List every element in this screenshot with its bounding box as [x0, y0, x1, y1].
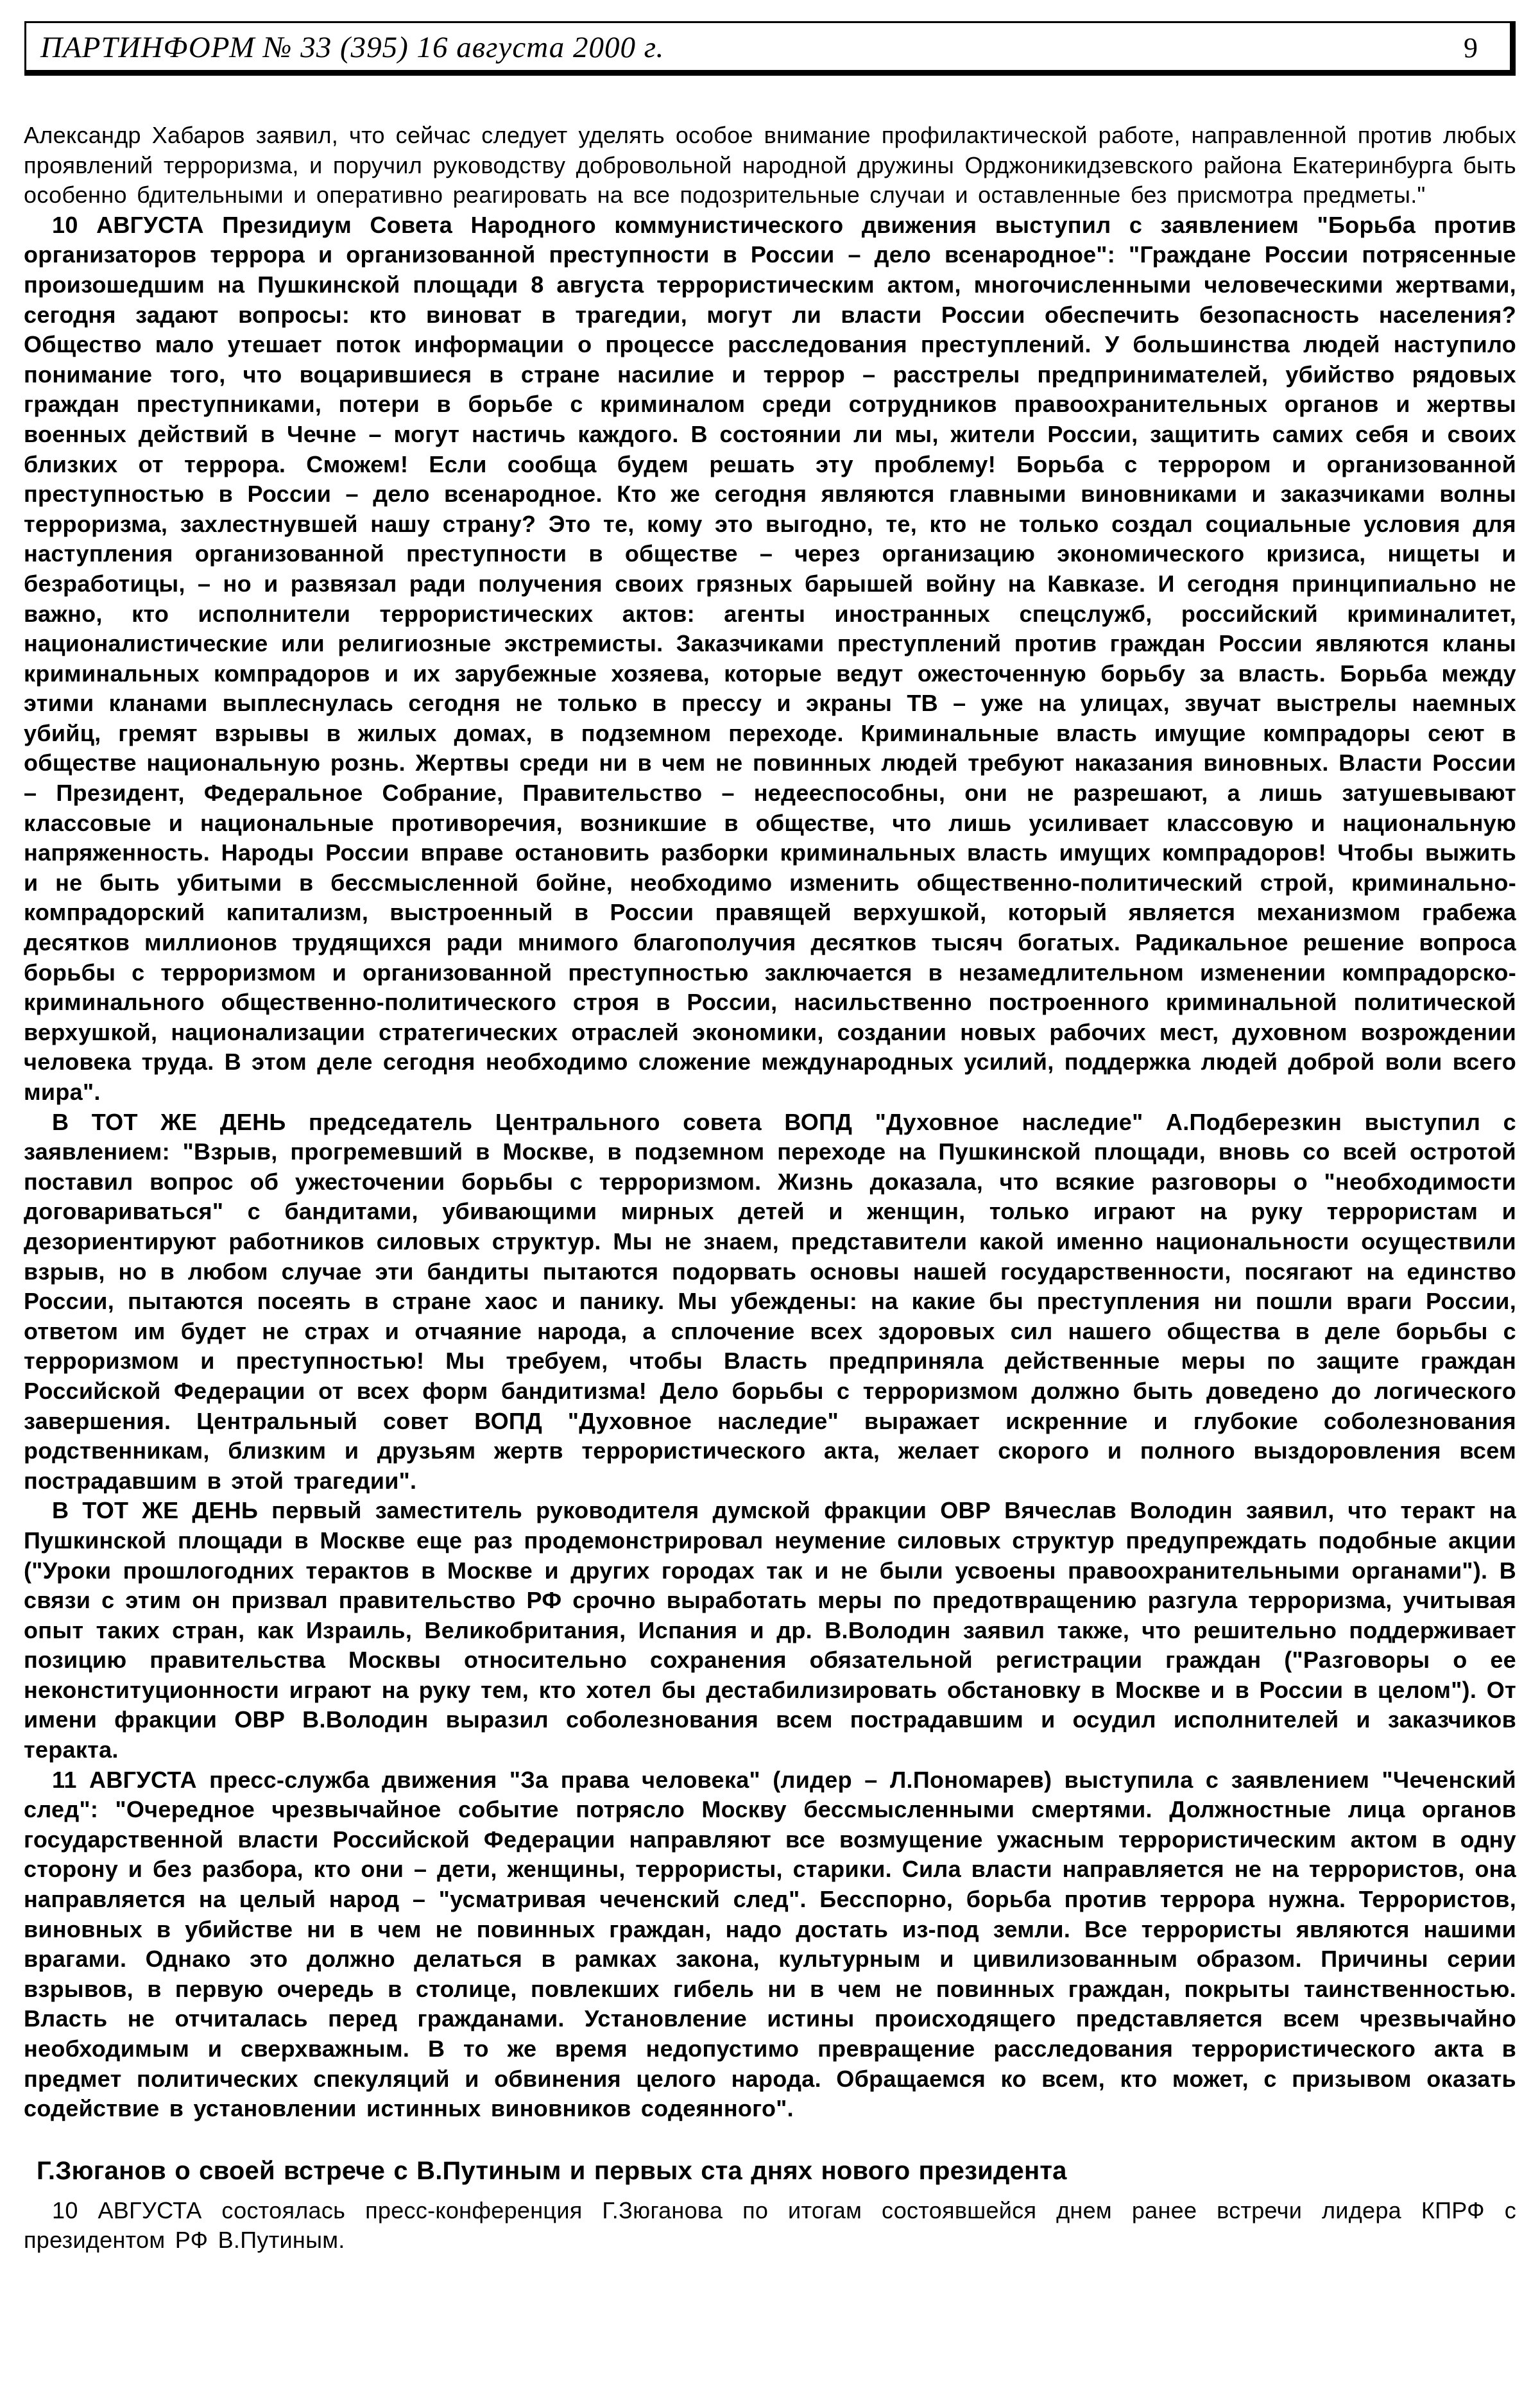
- section-heading: Г.Зюганов о своей встрече с В.Путиным и первых ста днях нового президента: [37, 2156, 1067, 2185]
- page-number: 9: [1464, 32, 1478, 64]
- paragraph: В ТОТ ЖЕ ДЕНЬ первый заместитель руководителя думской фракции ОВР Вячеслав Володин заявил, что теракт на Пушкинской площади в Москве еще раз продемонстрировал неумение силовых структур предупреждать подобные акции ("Уроки прошлогодних терактов в Москве и других городах так и не были усвоены правоохранительными органами"). В связи с этим он призвал правительство РФ срочно выработать меры по предотвращению разгула терроризма, учитывая опыт таких стран, как Израиль, Великобритания, Испания и др. В.Володин заявил также, что решительно поддерживает позицию правительства Москвы относительно сохранения обязательной регистрации граждан ("Разговоры о ее неконституционности играют на руку тем, кто хотел бы дестабилизировать обстановку в Москве и в России в целом"). От имени фракции ОВР В.Володин выразил соболезнования всем пострадавшим и осудил исполнителей и заказчиков теракта.: [24, 1497, 1516, 1763]
- paragraph: 11 АВГУСТА пресс-служба движения "За права человека" (лидер – Л.Пономарев) выступила с заявлением "Чеченский след": "Очередное чрезвычайное событие потрясло Москву бессмысленными смертями. Должностные лица органов государственной власти Российской Федерации направляют все возмущение ужасным террористическим актом в одну сторону и без разбора, кто они – дети, женщины, террористы, старики. Сила власти направляется не на террористов, она направляется на целый народ – "усматривая чеченский след". Бесспорно, борьба против террора нужна. Террористов, виновных в убийстве ни в чем не повинных граждан, надо достать из-под земли. Все террористы являются нашими врагами. Однако это должно делаться в рамках закона, культурным и цивилизованным образом. Причины серии взрывов, в первую очередь в столице, повлекших гибель ни в чем не повинных граждан, покрыты таинственностью. Власть не отчиталась перед гражданами. Установление истины происходящего представляется всем чрезвычайно необходимым и сверхважным. В то же время недопустимо превращение расследования террористического акта в предмет политических спекуляций и обвинения целого народа. Обращаемся ко всем, кто может, с призывом оказать содействие в установлении истинных виновников содеянного".: [24, 1766, 1516, 2122]
- paragraph: 10 АВГУСТА Президиум Совета Народного коммунистического движения выступил с заявлением "Борьба против организаторов террора и организованной преступности в России – дело всенародное": "Граждане России потрясенные произошедшим на Пушкинской площади 8 августа террористическим актом, многочисленными человеческими жертвами, сегодня задают вопросы: кто виноват в трагедии, могут ли власти России обеспечить безопасность населения? Общество мало утешает поток информации о процессе расследования преступлений. У большинства людей наступило понимание того, что воцарившиеся в стране насилие и террор – расстрелы предпринимателей, убийство рядовых граждан преступниками, потери в борьбе с криминалом среди сотрудников правоохранительных органов и жертвы военных действий в Чечне – могут настичь каждого. В состоянии ли мы, жители России, защитить самих себя и своих близких от террора. Сможем! Если сообща будем решать эту проблему! Борьба с террором и организованной преступностью в России – дело всенародное. Кто же сегодня являются главными виновниками и заказчиками волны терроризма, захлестнувшей нашу страну? Это те, кому это выгодно, те, кто не только создал социальные условия для наступления организованной преступности в обществе – через организацию экономического кризиса, нищеты и безработицы, – но и развязал ради получения своих грязных барышей войну на Кавказе. И сегодня принципиально не важно, кто исполнители террористических актов: агенты иностранных спецслужб, российский криминалитет, националистические или религиозные экстремисты. Заказчиками преступлений против граждан России являются кланы криминальных компрадоров и их зарубежные хозяева, которые ведут ожесточенную борьбу за власть. Борьба между этими кланами выплеснулась сегодня не только в прессу и экраны ТВ – уже на улицах, звучат выстрелы наемных убийц, гремят взрывы в жилых домах, в подземном переходе. Криминальные власть имущие компрадоры сеют в обществе национальную рознь. Жертвы среди ни в чем не повинных людей требуют наказания виновных. Власти России – Президент, Федеральное Собрание, Правительство – недееспособны, они не разрешают, а лишь затушевывают классовые и национальные противоречия, возникшие в обществе, что лишь усиливает классовую и национальную напряженность. Народы России вправе остановить разборки криминальных власть имущих компрадоров! Чтобы выжить и не быть убитыми в бессмысленной бойне, необходимо изменить общественно-политический строй, криминально-компрадорский капитализм, выстроенный в России правящей верхушкой, который является механизмом грабежа десятков миллионов трудящихся ради мнимого благополучия десятков тысяч богатых. Радикальное решение вопроса борьбы с терроризмом и организованной преступностью заключается в незамедлительном изменении компрадорско-криминального общественно-политического строя в России, насильственно построенного криминальной политической верхушкой, национализации стратегических отраслей экономики, создании новых рабочих мест, духовном возрождении человека труда. В этом деле сегодня необходимо сложение международных усилий, поддержка людей доброй воли всего мира".: [24, 211, 1516, 1105]
- newsletter-title: ПАРТИНФОРМ № 33 (395) 16 августа 2000 г.: [40, 31, 665, 64]
- paragraph: В ТОТ ЖЕ ДЕНЬ председатель Центрального совета ВОПД "Духовное наследие" А.Подберезкин выступил с заявлением: "Взрыв, прогремевший в Москве, в подземном переходе на Пушкинской площади, вновь со всей остротой поставил вопрос об ужесточении борьбы с терроризмом. Жизнь доказала, что всякие разговоры о "необходимости договариваться" с бандитами, убивающими мирных детей и женщин, только играют на руку террористам и дезориентируют работников силовых структур. Мы не знаем, представители какой именно национальности осуществили взрыв, но в любом случае эти бандиты пытаются подорвать основы нашей государственности, посягают на единство России, пытаются посеять в стране хаос и панику. Мы убеждены: на какие бы преступления ни пошли враги России, ответом им будет не страх и отчаяние народа, а сплочение всех здоровых сил нашего общества в деле борьбы с терроризмом и преступностью! Мы требуем, чтобы Власть предприняла действенные меры по защите граждан Российской Федерации от всех форм бандитизма! Дело борьбы с терроризмом должно быть доведено до логического завершения. Центральный совет ВОПД "Духовное наследие" выражает искренние и глубокие соболезнования родственникам, близким и друзьям жертв террористического акта, желает скорого и полного выздоровления всем пострадавшим в этой трагедии".: [24, 1108, 1516, 1494]
- paragraph: Александр Хабаров заявил, что сейчас следует уделять особое внимание профилактической работе, направленной против любых проявлений терроризма, и поручил руководству добровольной народной дружины Орджоникидзевского района Екатеринбурга быть особенно бдительными и оперативно реагировать на все подозрительные случаи и оставленные без присмотра предметы.": [24, 122, 1516, 209]
- article-body: [24, 121, 1516, 2256]
- page-header: [24, 21, 1516, 76]
- paragraph: 10 АВГУСТА состоялась пресс-конференция Г.Зюганова по итогам состоявшейся днем ранее встречи лидера КПРФ с президентом РФ В.Путиным.: [24, 2197, 1516, 2254]
